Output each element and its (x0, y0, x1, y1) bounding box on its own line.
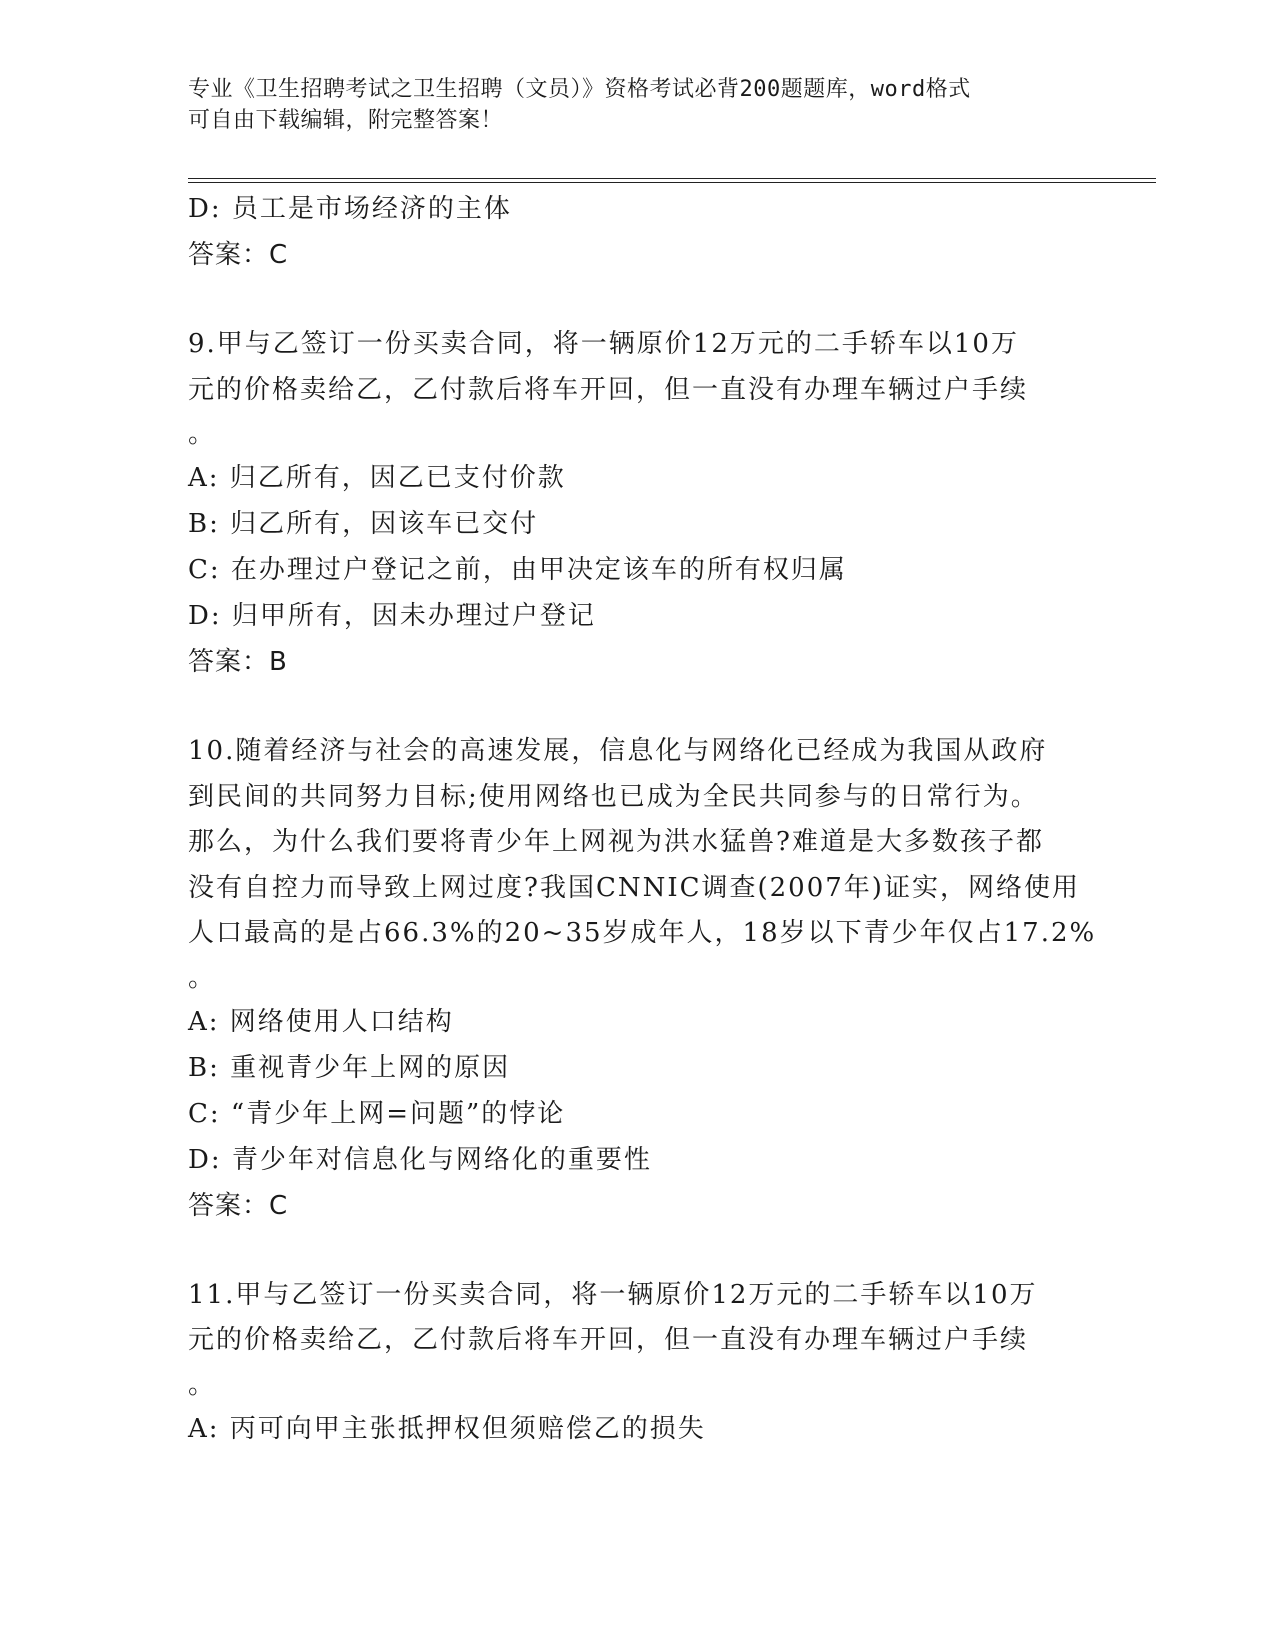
option-c: C: “青少年上网=问题”的悖论 (188, 1098, 566, 1129)
spacer (188, 1229, 1088, 1273)
option-b: B: 重视青少年上网的原因 (188, 1052, 511, 1083)
option-a: A: 归乙所有，因乙已支付价款 (188, 463, 566, 493)
question-text-line: 到民间的共同努力目标;使用网络也已成为全民共同参与的日常行为。 (188, 781, 1039, 812)
option-a: A: 丙可向甲主张抵押权但须赔偿乙的损失 (188, 1413, 706, 1444)
question-text-line: 那么，为什么我们要将青少年上网视为洪水猛兽?难道是大多数孩子都 (188, 827, 1044, 857)
document-header (188, 74, 1068, 136)
question-text-line: 人口最高的是占66.3%的20~35岁成年人，18岁以下青少年仅占17.2% (188, 918, 1097, 948)
question-text-line: 元的价格卖给乙，乙付款后将车开回，但一直没有办理车辆过户手续 (188, 374, 1029, 405)
question-text-line: 11.甲与乙签订一份买卖合同，将一辆原价12万元的二手轿车以10万 (188, 1279, 1038, 1310)
header-title-line-1: 专业《卫生招聘考试之卫生招聘（文员）》资格考试必背200题题库，word格式 (188, 77, 971, 102)
previous-question-tail (188, 186, 1088, 278)
answer-line: 答案：B (188, 647, 288, 677)
question-text-line: 。 (188, 419, 217, 449)
document-body (188, 186, 1097, 1452)
question-text-line: 元的价格卖给乙，乙付款后将车开回，但一直没有办理车辆过户手续 (188, 1325, 1029, 1355)
question-11 (188, 1273, 1088, 1452)
option-d: D: 员工是市场经济的主体 (188, 194, 512, 224)
question-text-line: 。 (188, 962, 217, 993)
question-text-line: 。 (188, 1369, 217, 1400)
option-d: D: 归甲所有，因未办理过户登记 (188, 601, 596, 631)
answer-line: 答案：C (188, 1190, 289, 1221)
header-divider (188, 178, 1156, 183)
option-b: B: 归乙所有，因该车已交付 (188, 509, 539, 539)
option-c: C: 在办理过户登记之前，由甲决定该车的所有权归属 (188, 555, 847, 585)
question-text-line: 10.随着经济与社会的高速发展，信息化与网络化已经成为我国从政府 (188, 736, 1048, 766)
option-d: D: 青少年对信息化与网络化的重要性 (188, 1144, 652, 1175)
spacer (188, 685, 1088, 729)
question-text-line: 没有自控力而导致上网过度?我国CNNIC调查(2007年)证实，网络使用 (188, 872, 1080, 903)
question-9 (188, 322, 1088, 685)
answer-line: 答案：C (188, 240, 289, 270)
question-text-line: 9.甲与乙签订一份买卖合同，将一辆原价12万元的二手轿车以10万 (188, 329, 1019, 359)
spacer (188, 278, 1088, 322)
question-10 (188, 729, 1097, 1229)
option-a: A: 网络使用人口结构 (188, 1006, 454, 1037)
header-title-line-2: 可自由下载编辑，附完整答案！ (188, 108, 504, 133)
